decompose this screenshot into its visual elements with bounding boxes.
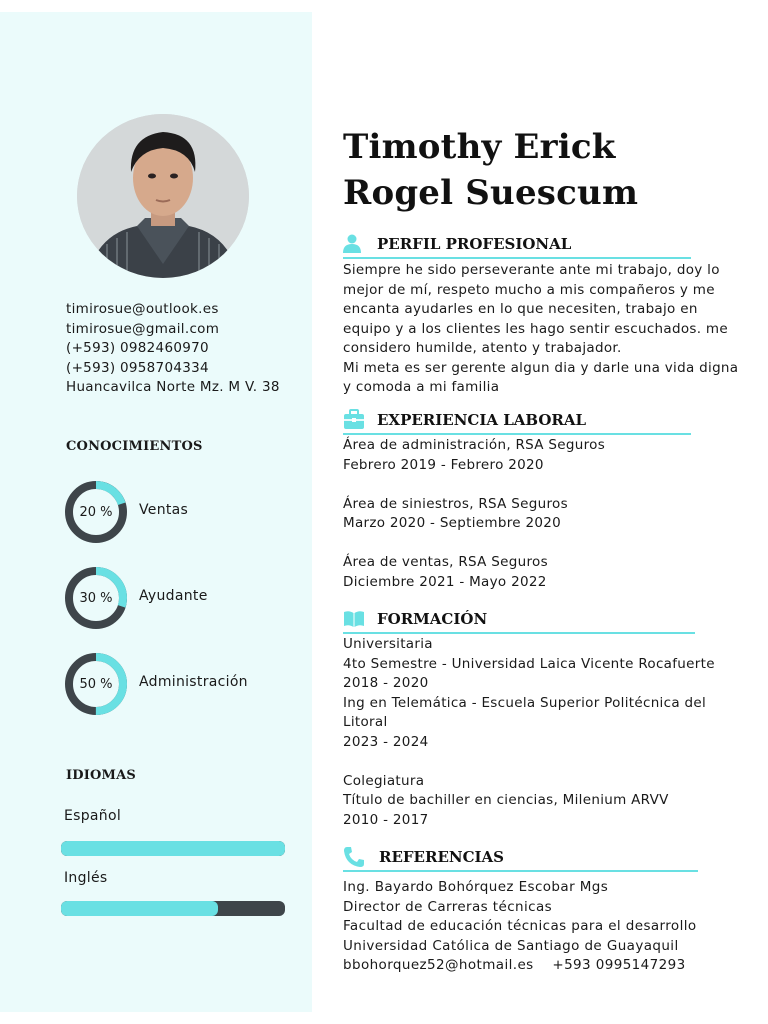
experiencia-section-header (343, 409, 698, 435)
job-role: Área de ventas, RSA Seguros (343, 554, 548, 570)
conocimientos-heading: CONOCIMIENTOS (66, 439, 203, 454)
language-label-ingles: Inglés (64, 870, 108, 886)
name-line-2: Rogel Suescum (343, 173, 639, 213)
reference-faculty: Facultad de educación técnicas para el desarrollo (343, 918, 697, 934)
skill-label: Ventas (139, 502, 189, 518)
contact-info (66, 300, 296, 398)
formacion-heading: FORMACIÓN (377, 610, 488, 628)
perfil-text (343, 261, 749, 398)
reference-contact[interactable]: bbohorquez52@hotmail.es +593 0995147293 (343, 957, 686, 973)
perfil-paragraph-1: Siempre he sido perseverante ante mi trabajo, doy lo mejor de mí, respeto mucho a mis compañeros y me encanta ayudarles en lo que necesiten, trabajo en equipo y a los clientes les hago sentir escuchados. me considero humilde, atento y trabajador. (343, 262, 728, 356)
referencias-section-header (343, 846, 698, 872)
job-dates: Febrero 2019 - Febrero 2020 (343, 456, 544, 473)
email-outlook[interactable]: timirosue@outlook.es (66, 301, 219, 317)
section-divider (343, 433, 691, 435)
referencias-list (343, 878, 753, 976)
formacion-line: Ing en Telemática - Escuela Superior Politécnica del Litoral (343, 694, 707, 730)
formacion-line: Colegiatura (343, 772, 425, 789)
job-role: Área de administración, RSA Seguros (343, 437, 606, 453)
section-divider (343, 870, 698, 872)
formacion-line: 2010 - 2017 (343, 811, 429, 828)
skill-ventas (64, 480, 294, 544)
language-bar-espanol (61, 841, 285, 856)
job-role: Área de siniestros, RSA Seguros (343, 495, 568, 512)
person-icon (343, 233, 365, 255)
experiencia-list (343, 436, 753, 592)
skill-label: Administración (139, 674, 248, 690)
language-bar-fill (61, 901, 218, 916)
perfil-section-header (343, 233, 698, 259)
language-label-espanol: Español (64, 808, 122, 824)
phone-1: (+593) 0982460970 (66, 340, 209, 356)
section-divider (343, 632, 695, 634)
formacion-line: Universitaria (343, 636, 433, 652)
formacion-line: 4to Semestre - Universidad Laica Vicente Rocafuerte (343, 655, 715, 672)
profile-photo (77, 114, 249, 278)
name-line-1: Timothy Erick (343, 127, 616, 167)
address: Huancavilca Norte Mz. M V. 38 (66, 379, 280, 395)
phone-2: (+593) 0958704334 (66, 359, 209, 376)
job-dates: Marzo 2020 - Septiembre 2020 (343, 515, 562, 531)
perfil-heading: PERFIL PROFESIONAL (377, 235, 572, 253)
candidate-name (343, 124, 743, 216)
formacion-line: Título de bachiller en ciencias, Milenium ARVV (343, 792, 669, 808)
experiencia-heading: EXPERIENCIA LABORAL (377, 411, 587, 429)
open-book-icon (343, 608, 365, 630)
formacion-list (343, 635, 738, 830)
job-dates: Diciembre 2021 - Mayo 2022 (343, 573, 547, 590)
phone-icon (343, 846, 365, 868)
reference-university: Universidad Católica de Santiago de Guayaquil (343, 937, 679, 954)
skill-percent: 50 % (79, 676, 113, 692)
section-divider (343, 257, 691, 259)
language-bar-fill (61, 841, 285, 856)
skill-label: Ayudante (139, 588, 208, 604)
briefcase-icon (343, 409, 365, 431)
idiomas-heading: IDIOMAS (66, 768, 137, 783)
referencias-heading: REFERENCIAS (379, 848, 505, 866)
formacion-section-header (343, 608, 698, 634)
skill-percent: 20 % (79, 504, 113, 520)
skill-ayudante (64, 566, 294, 630)
skill-administracion (64, 652, 294, 716)
perfil-paragraph-2: Mi meta es ser gerente algun dia y darle una vida digna y comoda a mi familia (343, 359, 739, 395)
language-bar-ingles (61, 901, 285, 916)
reference-title: Director de Carreras técnicas (343, 898, 553, 915)
formacion-line: 2023 - 2024 (343, 733, 429, 750)
reference-name: Ing. Bayardo Bohórquez Escobar Mgs (343, 879, 609, 895)
skill-percent: 30 % (79, 590, 113, 606)
email-gmail[interactable]: timirosue@gmail.com (66, 320, 220, 337)
formacion-line: 2018 - 2020 (343, 675, 429, 691)
